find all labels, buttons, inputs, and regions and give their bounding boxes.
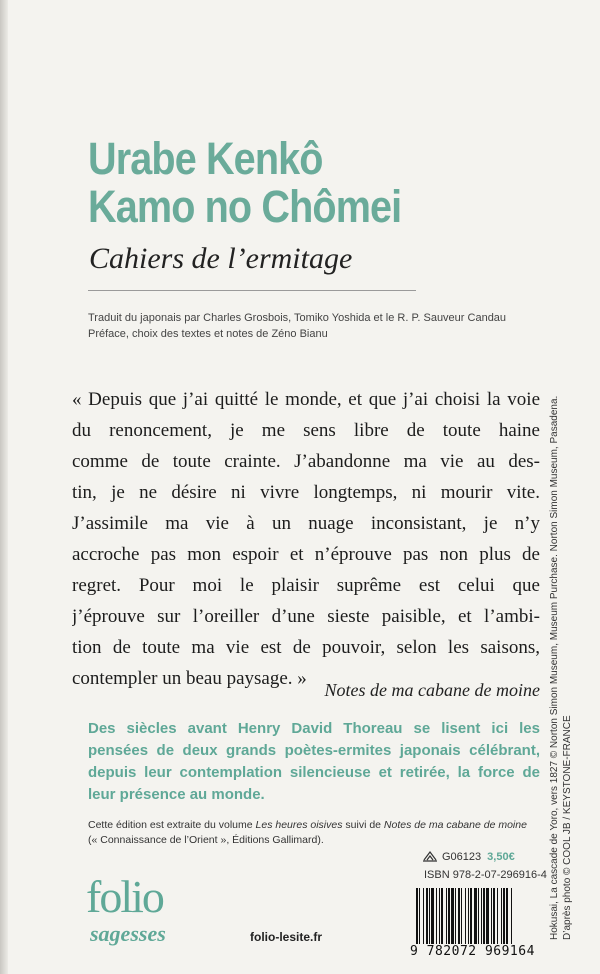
edition-middle: suivi de xyxy=(342,819,384,831)
blurb-text xyxy=(88,718,540,806)
quote-line: comme de toute crainte. J’abandonne ma vie au des- xyxy=(72,451,540,472)
image-credit-line-2: D’après photo © COOL JB / KEYSTONE-FRANCE xyxy=(562,715,573,940)
quote-line: J’assimile ma vie à un nuage inconsistant, je n’y xyxy=(72,513,540,534)
blurb-line: leur présence au monde. xyxy=(88,786,265,803)
blurb-line: depuis leur contemplation silencieuse et retirée, la force de xyxy=(88,764,540,781)
barcode-bar xyxy=(474,888,477,944)
barcode-bar xyxy=(501,888,502,944)
barcode-bar xyxy=(486,888,489,944)
quote-line: accroche pas mon espoir et n’éprouve pas non plus de xyxy=(72,544,540,565)
image-credit xyxy=(548,395,574,940)
barcode-bar xyxy=(431,888,434,944)
edition-note-line-1 xyxy=(88,818,527,833)
edition-prefix: Cette édition est extraite du volume xyxy=(88,819,256,831)
preface-line: Préface, choix des textes et notes de Zéno Bianu xyxy=(88,328,328,340)
barcode-bar xyxy=(478,888,479,944)
barcode-bar xyxy=(423,888,424,944)
sagesses-logo: sagesses xyxy=(90,921,166,946)
barcode-bar xyxy=(448,888,450,944)
excerpt-quote xyxy=(72,384,540,694)
image-credit-line-1: Hokusai, La cascade de Yoro, vers 1827 © Norton Simon Museum, Museum Purchase. Norton Simon Museum, Pasadena. xyxy=(549,395,560,940)
edition-work-2: Notes de ma cabane de moine xyxy=(383,819,527,831)
edition-note-line-2: (« Connaissance de l’Orient », Éditions Gallimard). xyxy=(88,834,324,846)
barcode-bar xyxy=(436,888,437,944)
barcode-bar xyxy=(426,888,428,944)
price-row xyxy=(422,850,515,863)
book-title: Cahiers de l’ermitage xyxy=(89,242,353,275)
quote-line: regret. Pour moi le plaisir suprême est celui que xyxy=(72,575,540,596)
barcode-number: 9 782072 969164 xyxy=(410,944,535,959)
barcode-bar xyxy=(503,888,505,944)
barcode-bar xyxy=(441,888,443,944)
quote-line: « Depuis que j’ai quitté le monde, et que j’ai choisi la voie xyxy=(72,389,540,410)
quote-line: du renoncement, je me sens libre de toute haine xyxy=(72,420,540,441)
quote-line: tion de toute ma vie est de pouvoir, selon les saisons, xyxy=(72,637,540,658)
barcode-bar xyxy=(419,888,420,944)
quote-line: tin, je ne désire ni vivre longtemps, ni mourir vite. xyxy=(72,482,540,503)
title-divider xyxy=(88,290,416,291)
edition-note xyxy=(88,818,527,848)
cover-edge-shadow xyxy=(0,0,8,974)
barcode-bar xyxy=(465,888,466,944)
barcode-bar xyxy=(429,888,430,944)
barcode-bar xyxy=(458,888,460,944)
barcode-bar xyxy=(439,888,440,944)
barcode-bar xyxy=(461,888,462,944)
edition-work-1: Les heures oisives xyxy=(255,819,343,831)
author-name-1: Urabe Kenkô xyxy=(88,133,323,184)
barcode-bar xyxy=(416,888,418,944)
barcode-bar xyxy=(493,888,495,944)
folio-logo: folio xyxy=(86,871,163,922)
quote-line: j’éprouve sur l’oreiller d’une sieste paisible, et l’ambi- xyxy=(72,606,540,627)
barcode-bar xyxy=(511,888,512,944)
barcode-bar xyxy=(497,888,498,944)
barcode-bar xyxy=(483,888,485,944)
blurb-line: Des siècles avant Henry David Thoreau se lisent ici les xyxy=(88,720,540,737)
website-link[interactable]: folio-lesite.fr xyxy=(250,930,323,944)
quote-line: contempler un beau paysage. » xyxy=(72,668,307,689)
product-code: G06123 xyxy=(442,851,482,863)
barcode-bar xyxy=(455,888,456,944)
barcode-bar xyxy=(470,888,472,944)
barcode-bar xyxy=(446,888,447,944)
isbn: ISBN 978-2-07-296916-4 xyxy=(424,869,547,881)
translation-credits xyxy=(88,310,506,342)
publisher-mark-icon xyxy=(422,850,438,862)
author-name-2: Kamo no Chômei xyxy=(88,181,402,232)
barcode-bar xyxy=(468,888,469,944)
barcode-bar xyxy=(451,888,454,944)
translator-line: Traduit du japonais par Charles Grosbois, Tomiko Yoshida et le R. P. Sauveur Candau xyxy=(88,312,507,324)
barcode-bar xyxy=(481,888,482,944)
barcode-bar xyxy=(491,888,492,944)
barcode-icon xyxy=(416,888,542,944)
quote-source: Notes de ma cabane de moine xyxy=(324,680,540,700)
blurb-line: pensées de deux grands poètes-ermites japonais célébrant, xyxy=(88,742,540,759)
price: 3,50€ xyxy=(487,851,515,863)
barcode-bar xyxy=(506,888,508,944)
